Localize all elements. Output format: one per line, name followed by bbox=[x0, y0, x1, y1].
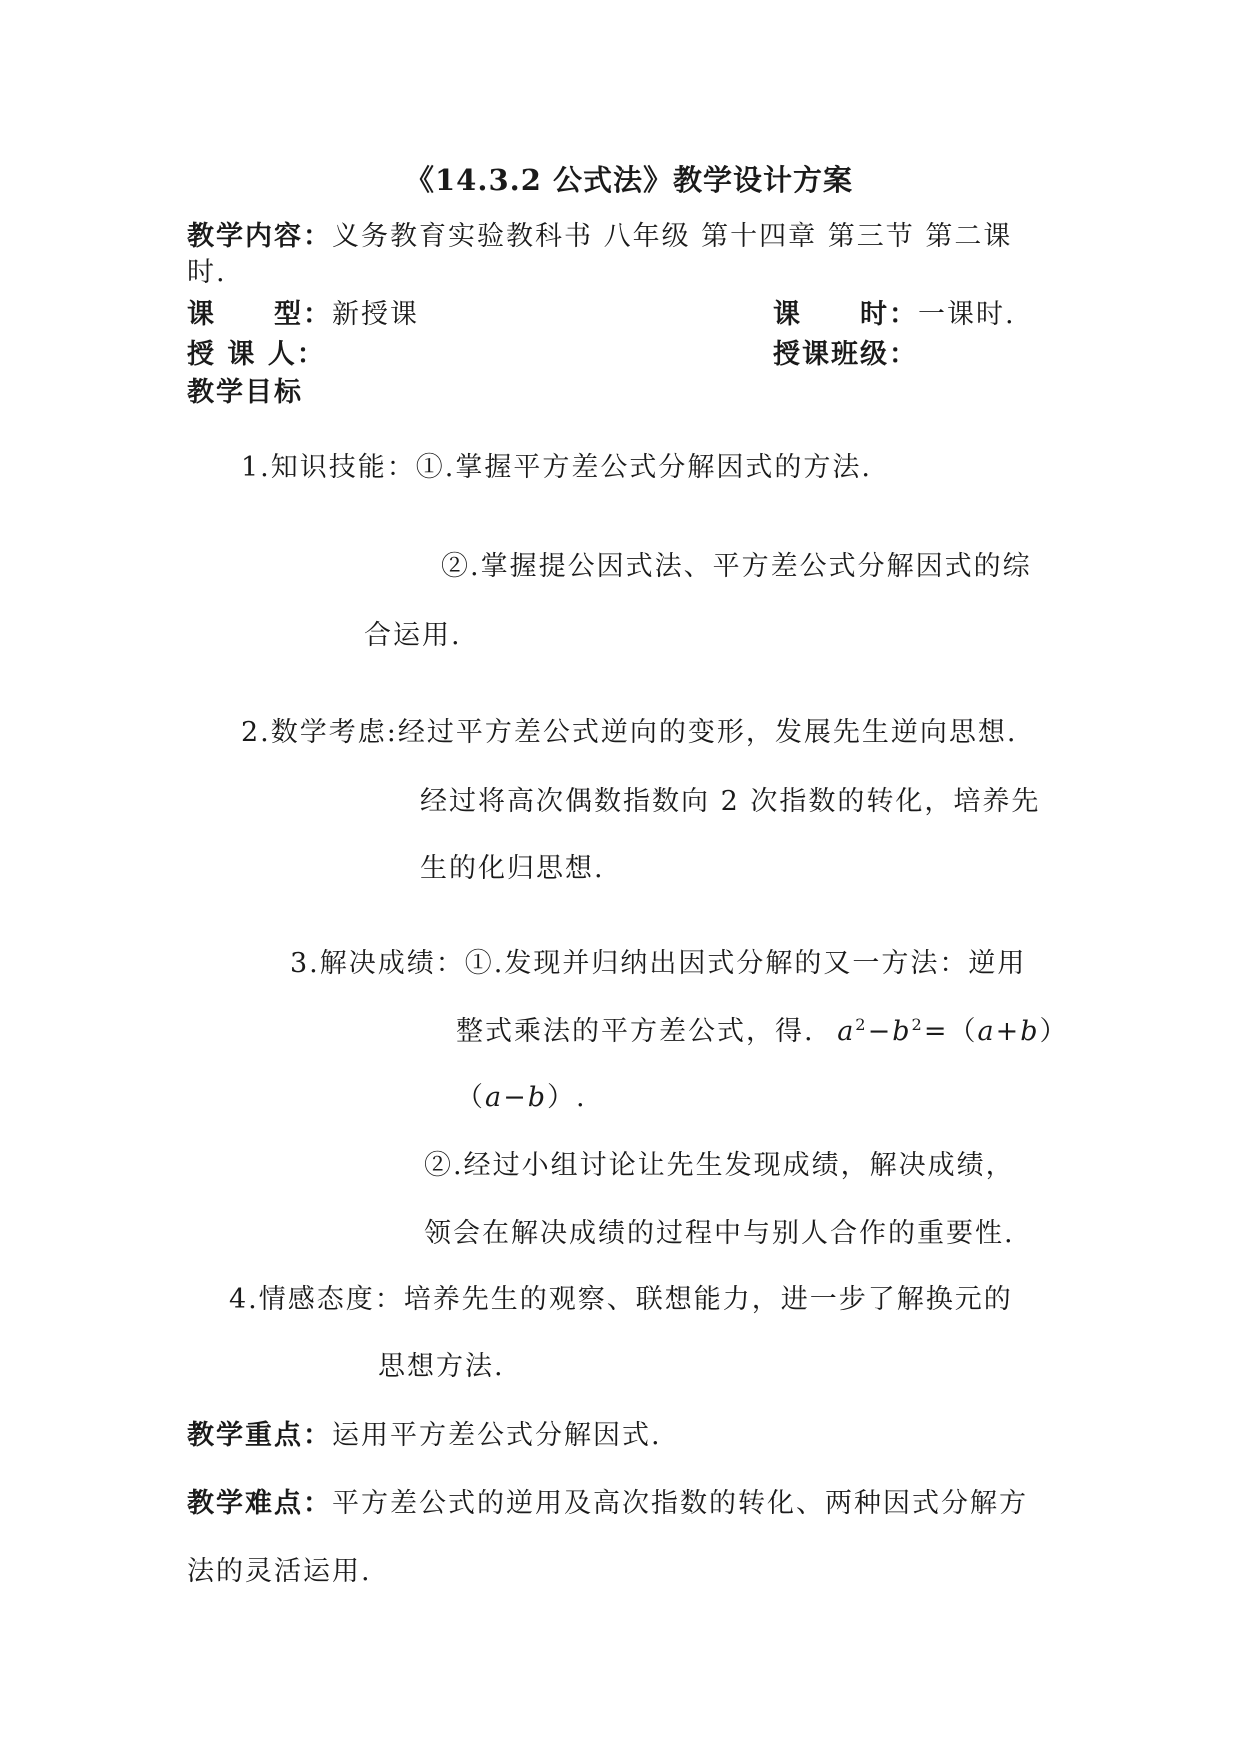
difficulty-row bbox=[187, 1486, 1028, 1522]
objective-3-line-1: 3.解决成绩：①.发现并归纳出因式分解的又一方法：逆用 bbox=[290, 948, 1027, 979]
period-row bbox=[773, 297, 1016, 333]
formula-b-2: b bbox=[1020, 1016, 1040, 1047]
formula-exp-1: 2 bbox=[855, 1015, 868, 1034]
formula-a-2: a bbox=[977, 1016, 996, 1047]
objective-3-line-4: ②.经过小组讨论让先生发现成绩，解决成绩， bbox=[424, 1150, 1015, 1181]
class-row bbox=[773, 337, 918, 373]
lesson-type-value: 新授课 bbox=[332, 299, 419, 330]
objective-2-line-1: 2.数学考虑:经过平方差公式逆向的变形，发展先生逆向思想. bbox=[241, 717, 1018, 748]
lesson-type-row bbox=[187, 297, 419, 333]
objective-2-line-2: 经过将高次偶数指数向 2 次指数的转化，培养先 bbox=[420, 786, 1041, 817]
content-label: 教学内容： bbox=[187, 221, 332, 252]
teacher-row bbox=[187, 337, 326, 373]
difficulty-value-1: 平方差公式的逆用及高次指数的转化、两种因式分解方 bbox=[332, 1488, 1028, 1519]
period-label: 课 时： bbox=[773, 299, 918, 330]
formula-minus: − bbox=[867, 1016, 893, 1047]
difficulty-label: 教学难点： bbox=[187, 1488, 332, 1519]
period-value: 一课时. bbox=[918, 299, 1016, 330]
content-line-2: 时. bbox=[187, 257, 227, 288]
key-point-value: 运用平方差公式分解因式. bbox=[332, 1420, 662, 1451]
objective-2-line-3: 生的化归思想. bbox=[420, 853, 605, 884]
formula-plus: + bbox=[995, 1016, 1021, 1047]
formula-minus-2: − bbox=[503, 1082, 528, 1113]
formula-close-2: ）. bbox=[547, 1082, 587, 1113]
class-label: 授课班级： bbox=[773, 339, 918, 370]
formula-exp-2: 2 bbox=[911, 1015, 924, 1034]
objective-3-line-2-text: 整式乘法的平方差公式，得. bbox=[456, 1016, 815, 1047]
objective-1-line-3: 合运用. bbox=[364, 620, 462, 651]
formula-close: ） bbox=[1039, 1016, 1069, 1047]
lesson-type-label: 课 型： bbox=[187, 299, 332, 330]
objectives-heading: 教学目标 bbox=[187, 377, 303, 408]
formula-equals: =（ bbox=[923, 1016, 978, 1047]
teacher-label: 授 课 人： bbox=[187, 339, 326, 370]
objective-1-line-2: ②.掌握提公因式法、平方差公式分解因式的综 bbox=[441, 551, 1032, 582]
objective-4-line-2: 思想方法. bbox=[378, 1351, 505, 1382]
objective-3-line-2 bbox=[456, 1014, 1069, 1050]
formula-b: b bbox=[892, 1016, 912, 1047]
content-line-1 bbox=[187, 219, 1012, 255]
objective-4-line-1: 4.情感态度：培养先生的观察、联想能力，进一步了解换元的 bbox=[229, 1284, 1013, 1315]
objective-1-line-1: 1.知识技能：①.掌握平方差公式分解因式的方法. bbox=[241, 452, 872, 483]
key-point-row bbox=[187, 1418, 662, 1454]
formula-a: a bbox=[837, 1016, 856, 1047]
difficulty-line-2: 法的灵活运用. bbox=[187, 1556, 372, 1587]
difference-of-squares-formula bbox=[837, 1016, 1068, 1047]
document-title: 《14.3.2 公式法》教学设计方案 bbox=[405, 163, 854, 197]
content-value: 义务教育实验教科书 八年级 第十四章 第三节 第二课 bbox=[332, 221, 1013, 252]
objective-3-line-3 bbox=[456, 1080, 587, 1116]
formula-open-2: （ bbox=[456, 1082, 485, 1113]
formula-a-3: a bbox=[485, 1082, 504, 1113]
formula-b-3: b bbox=[527, 1082, 548, 1113]
objective-3-line-5: 领会在解决成绩的过程中与别人合作的重要性. bbox=[424, 1218, 1015, 1249]
key-point-label: 教学重点： bbox=[187, 1420, 332, 1451]
